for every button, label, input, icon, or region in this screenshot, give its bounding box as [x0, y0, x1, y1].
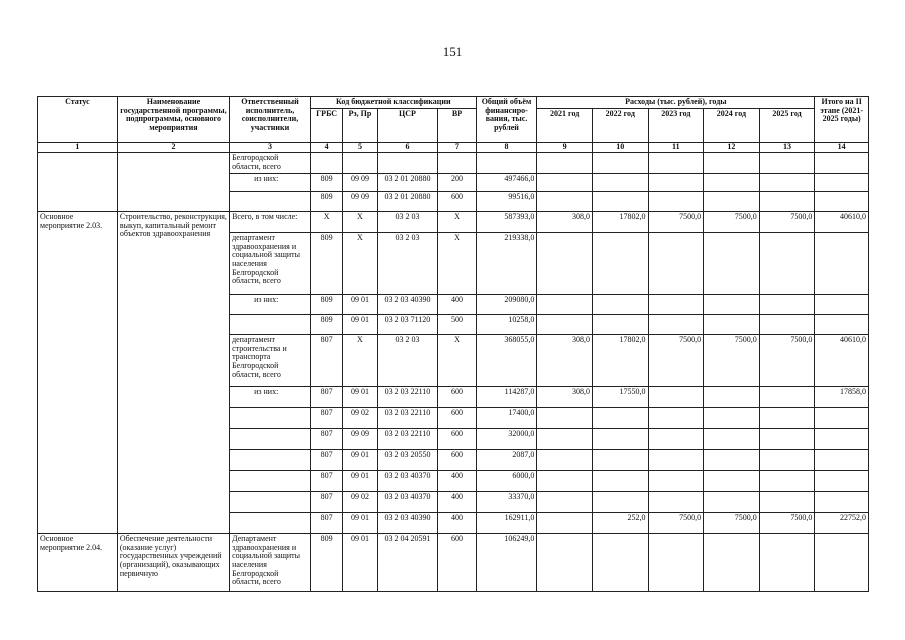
- cell-grbs: 809: [310, 534, 342, 592]
- cell-total-stage: 40610,0: [815, 335, 869, 387]
- cell-rzpr: X: [343, 335, 377, 387]
- cell-2022: [592, 471, 648, 492]
- cell-2025: [759, 233, 815, 295]
- cell-2024: [704, 492, 760, 513]
- cell-total-stage: [815, 534, 869, 592]
- cell-2024: [704, 295, 760, 315]
- cell-2025: [759, 387, 815, 408]
- cell-csr: 03 2 03 20550: [377, 450, 438, 471]
- cell-total: 497466,0: [476, 174, 537, 192]
- header-year-2021: 2021 год: [537, 109, 593, 143]
- cell-total: 17400,0: [476, 408, 537, 429]
- cell-csr: 03 2 03 22110: [377, 429, 438, 450]
- column-number: 9: [537, 143, 593, 153]
- header-vr: ВР: [438, 109, 476, 143]
- cell-rzpr: X: [343, 233, 377, 295]
- cell-vr: X: [438, 335, 476, 387]
- cell-vr: 400: [438, 295, 476, 315]
- cell-2025: [759, 450, 815, 471]
- table-row: [38, 212, 869, 233]
- cell-2025: [759, 492, 815, 513]
- column-number: 4: [310, 143, 342, 153]
- column-number: 8: [476, 143, 537, 153]
- column-number: 14: [815, 143, 869, 153]
- cell-total-stage: [815, 153, 869, 174]
- cell-grbs: 809: [310, 192, 342, 212]
- cell-rzpr: 09 09: [343, 429, 377, 450]
- cell-vr: 400: [438, 492, 476, 513]
- cell-2024: 7500,0: [704, 513, 760, 534]
- cell-2024: [704, 429, 760, 450]
- column-number: 10: [592, 143, 648, 153]
- header-total-stage: Итого на II этапе (2021-2025 годы): [815, 97, 869, 143]
- column-number: 12: [704, 143, 760, 153]
- cell-2021: [537, 513, 593, 534]
- table-row: [38, 153, 869, 174]
- header-budget-code-group: Код бюджетной классификации: [310, 97, 476, 109]
- column-number: 7: [438, 143, 476, 153]
- cell-total: 587393,0: [476, 212, 537, 233]
- cell-2022: [592, 233, 648, 295]
- cell-grbs: 807: [310, 335, 342, 387]
- cell-csr: 03 2 03: [377, 335, 438, 387]
- cell-2022: 17802,0: [592, 335, 648, 387]
- cell-2025: [759, 408, 815, 429]
- cell-vr: 600: [438, 387, 476, 408]
- header-expenses-group: Расходы (тыс. рублей), годы: [537, 97, 815, 109]
- cell-vr: 600: [438, 429, 476, 450]
- cell-responsible: [230, 408, 311, 429]
- cell-total: 368055,0: [476, 335, 537, 387]
- cell-csr: 03 2 03: [377, 212, 438, 233]
- cell-2025: [759, 534, 815, 592]
- cell-responsible: Всего, в том числе:: [230, 212, 311, 233]
- column-number: 5: [343, 143, 377, 153]
- cell-responsible: департамент строительства и транспорта Белгородской области, всего: [230, 335, 311, 387]
- cell-2021: [537, 233, 593, 295]
- cell-rzpr: 09 01: [343, 387, 377, 408]
- cell-2024: [704, 192, 760, 212]
- header-responsible: Ответственный исполнитель, соисполнители, участники: [230, 97, 311, 143]
- cell-grbs: 809: [310, 295, 342, 315]
- cell-responsible: Департамент здравоохранения и социальной защиты населения Белгородской области, всего: [230, 534, 311, 592]
- cell-responsible: [230, 471, 311, 492]
- cell-total-stage: [815, 233, 869, 295]
- cell-csr: 03 2 03 40390: [377, 295, 438, 315]
- cell-2022: 17802,0: [592, 212, 648, 233]
- cell-grbs: 807: [310, 471, 342, 492]
- cell-responsible: [230, 429, 311, 450]
- column-number: 2: [117, 143, 229, 153]
- header-status: Статус: [38, 97, 118, 143]
- cell-name: Обеспечение деятельности (оказание услуг) государственных учреждений (организаций), оказывающих первичную: [117, 534, 229, 592]
- cell-total: 2087,0: [476, 450, 537, 471]
- page-number: 151: [442, 44, 463, 59]
- cell-2025: [759, 471, 815, 492]
- header-total-volume: Общий объём финансиро-вания, тыс. рублей: [476, 97, 537, 143]
- cell-total: 219338,0: [476, 233, 537, 295]
- budget-table-body: [38, 153, 869, 592]
- cell-vr: 600: [438, 192, 476, 212]
- header-year-2025: 2025 год: [759, 109, 815, 143]
- cell-responsible: [230, 315, 311, 335]
- cell-2021: [537, 471, 593, 492]
- cell-2025: 7500,0: [759, 212, 815, 233]
- cell-total-stage: 17858,0: [815, 387, 869, 408]
- cell-2021: [537, 534, 593, 592]
- cell-name: [117, 153, 229, 212]
- cell-grbs: 807: [310, 492, 342, 513]
- cell-total: 99516,0: [476, 192, 537, 212]
- cell-rzpr: 09 09: [343, 192, 377, 212]
- cell-2022: [592, 534, 648, 592]
- cell-2023: [648, 450, 704, 471]
- cell-2023: [648, 153, 704, 174]
- cell-total-stage: [815, 492, 869, 513]
- column-number-row: [38, 143, 869, 153]
- cell-2023: [648, 315, 704, 335]
- cell-grbs: 807: [310, 387, 342, 408]
- cell-2022: [592, 408, 648, 429]
- cell-csr: [377, 153, 438, 174]
- cell-total-stage: [815, 174, 869, 192]
- cell-2022: [592, 492, 648, 513]
- cell-total-stage: [815, 429, 869, 450]
- cell-2023: [648, 387, 704, 408]
- cell-2023: [648, 534, 704, 592]
- header-rzpr: Рз, Пр: [343, 109, 377, 143]
- cell-rzpr: 09 01: [343, 315, 377, 335]
- cell-responsible: [230, 513, 311, 534]
- cell-grbs: 807: [310, 513, 342, 534]
- cell-vr: 200: [438, 174, 476, 192]
- column-number: 11: [648, 143, 704, 153]
- cell-total-stage: [815, 471, 869, 492]
- cell-total-stage: [815, 192, 869, 212]
- cell-2025: [759, 315, 815, 335]
- cell-total: 209080,0: [476, 295, 537, 315]
- cell-csr: 03 2 03: [377, 233, 438, 295]
- header-csr: ЦСР: [377, 109, 438, 143]
- cell-responsible: из них:: [230, 387, 311, 408]
- cell-2021: 308,0: [537, 212, 593, 233]
- cell-2021: [537, 450, 593, 471]
- cell-rzpr: 09 01: [343, 295, 377, 315]
- cell-csr: 03 2 01 20880: [377, 192, 438, 212]
- cell-2025: [759, 153, 815, 174]
- cell-status: Основное мероприятие 2.03.: [38, 212, 118, 534]
- cell-2024: [704, 471, 760, 492]
- cell-total-stage: 22752,0: [815, 513, 869, 534]
- cell-2021: 308,0: [537, 387, 593, 408]
- cell-csr: 03 2 01 20880: [377, 174, 438, 192]
- cell-responsible: [230, 492, 311, 513]
- cell-2024: [704, 450, 760, 471]
- cell-rzpr: 09 09: [343, 174, 377, 192]
- cell-2024: [704, 408, 760, 429]
- cell-total-stage: [815, 450, 869, 471]
- cell-total: 10258,0: [476, 315, 537, 335]
- cell-2021: [537, 153, 593, 174]
- cell-2023: [648, 192, 704, 212]
- cell-total: [476, 153, 537, 174]
- cell-2023: [648, 233, 704, 295]
- cell-2023: [648, 408, 704, 429]
- cell-2021: 308,0: [537, 335, 593, 387]
- cell-2021: [537, 174, 593, 192]
- cell-2023: [648, 295, 704, 315]
- cell-rzpr: X: [343, 212, 377, 233]
- cell-vr: 400: [438, 513, 476, 534]
- cell-name: Строительство, реконструкция, выкуп, капитальный ремонт объектов здравоохранения: [117, 212, 229, 534]
- cell-2024: [704, 387, 760, 408]
- cell-2021: [537, 192, 593, 212]
- cell-2024: 7500,0: [704, 335, 760, 387]
- cell-2022: [592, 153, 648, 174]
- cell-csr: 03 2 03 40390: [377, 513, 438, 534]
- cell-total-stage: 40610,0: [815, 212, 869, 233]
- cell-2023: [648, 471, 704, 492]
- cell-csr: 03 2 03 22110: [377, 387, 438, 408]
- cell-2024: [704, 174, 760, 192]
- cell-2025: [759, 192, 815, 212]
- cell-status: Основное мероприятие 2.04.: [38, 534, 118, 592]
- cell-total: 106249,0: [476, 534, 537, 592]
- cell-grbs: 809: [310, 315, 342, 335]
- budget-table: [37, 96, 869, 592]
- cell-2023: [648, 492, 704, 513]
- cell-rzpr: 09 02: [343, 408, 377, 429]
- cell-total: 114287,0: [476, 387, 537, 408]
- cell-grbs: 807: [310, 408, 342, 429]
- cell-2022: [592, 192, 648, 212]
- cell-grbs: 809: [310, 174, 342, 192]
- cell-grbs: 807: [310, 450, 342, 471]
- header-name: Наименование государственной программы, подпрограммы, основного мероприятия: [117, 97, 229, 143]
- cell-2025: 7500,0: [759, 335, 815, 387]
- cell-total: 33370,0: [476, 492, 537, 513]
- cell-2025: [759, 429, 815, 450]
- cell-vr: X: [438, 212, 476, 233]
- cell-rzpr: 09 01: [343, 471, 377, 492]
- cell-2022: [592, 450, 648, 471]
- cell-rzpr: 09 02: [343, 492, 377, 513]
- cell-grbs: 809: [310, 233, 342, 295]
- cell-2022: [592, 174, 648, 192]
- cell-vr: 600: [438, 534, 476, 592]
- cell-responsible: департамент здравоохранения и социальной защиты населения Белгородской области, всего: [230, 233, 311, 295]
- cell-2024: [704, 534, 760, 592]
- cell-2021: [537, 408, 593, 429]
- header-year-2023: 2023 год: [648, 109, 704, 143]
- cell-csr: 03 2 03 71120: [377, 315, 438, 335]
- cell-2023: 7500,0: [648, 335, 704, 387]
- cell-total-stage: [815, 408, 869, 429]
- cell-csr: 03 2 03 22110: [377, 408, 438, 429]
- column-number: 6: [377, 143, 438, 153]
- cell-rzpr: 09 01: [343, 450, 377, 471]
- cell-2024: [704, 315, 760, 335]
- header-year-2022: 2022 год: [592, 109, 648, 143]
- column-number: 1: [38, 143, 118, 153]
- cell-status: [38, 153, 118, 212]
- column-number: 13: [759, 143, 815, 153]
- cell-responsible: из них:: [230, 295, 311, 315]
- cell-2022: [592, 315, 648, 335]
- cell-2021: [537, 429, 593, 450]
- cell-2021: [537, 295, 593, 315]
- cell-rzpr: 09 01: [343, 534, 377, 592]
- cell-2025: [759, 295, 815, 315]
- cell-rzpr: [343, 153, 377, 174]
- cell-csr: 03 2 04 20591: [377, 534, 438, 592]
- cell-vr: 500: [438, 315, 476, 335]
- cell-vr: 600: [438, 408, 476, 429]
- cell-vr: X: [438, 233, 476, 295]
- table-row: [38, 534, 869, 592]
- cell-2025: [759, 174, 815, 192]
- cell-grbs: X: [310, 212, 342, 233]
- cell-total-stage: [815, 315, 869, 335]
- cell-2021: [537, 492, 593, 513]
- column-number: 3: [230, 143, 311, 153]
- cell-total: 162911,0: [476, 513, 537, 534]
- cell-2024: [704, 153, 760, 174]
- cell-grbs: 807: [310, 429, 342, 450]
- cell-total-stage: [815, 295, 869, 315]
- cell-responsible: [230, 450, 311, 471]
- cell-2024: 7500,0: [704, 212, 760, 233]
- cell-2023: [648, 429, 704, 450]
- cell-2022: [592, 295, 648, 315]
- cell-vr: 600: [438, 450, 476, 471]
- cell-grbs: [310, 153, 342, 174]
- cell-responsible: Белгородской области, всего: [230, 153, 311, 174]
- cell-responsible: [230, 192, 311, 212]
- cell-responsible: из них:: [230, 174, 311, 192]
- header-year-2024: 2024 год: [704, 109, 760, 143]
- header-grbs: ГРБС: [310, 109, 342, 143]
- cell-2021: [537, 315, 593, 335]
- cell-rzpr: 09 01: [343, 513, 377, 534]
- cell-2023: [648, 174, 704, 192]
- cell-total: 32000,0: [476, 429, 537, 450]
- cell-2023: 7500,0: [648, 513, 704, 534]
- cell-2023: 7500,0: [648, 212, 704, 233]
- cell-vr: 400: [438, 471, 476, 492]
- cell-2024: [704, 233, 760, 295]
- cell-csr: 03 2 03 40370: [377, 492, 438, 513]
- cell-vr: [438, 153, 476, 174]
- cell-total: 6000,0: [476, 471, 537, 492]
- cell-2022: [592, 429, 648, 450]
- cell-2022: 252,0: [592, 513, 648, 534]
- cell-csr: 03 2 03 40370: [377, 471, 438, 492]
- cell-2022: 17550,0: [592, 387, 648, 408]
- cell-2025: 7500,0: [759, 513, 815, 534]
